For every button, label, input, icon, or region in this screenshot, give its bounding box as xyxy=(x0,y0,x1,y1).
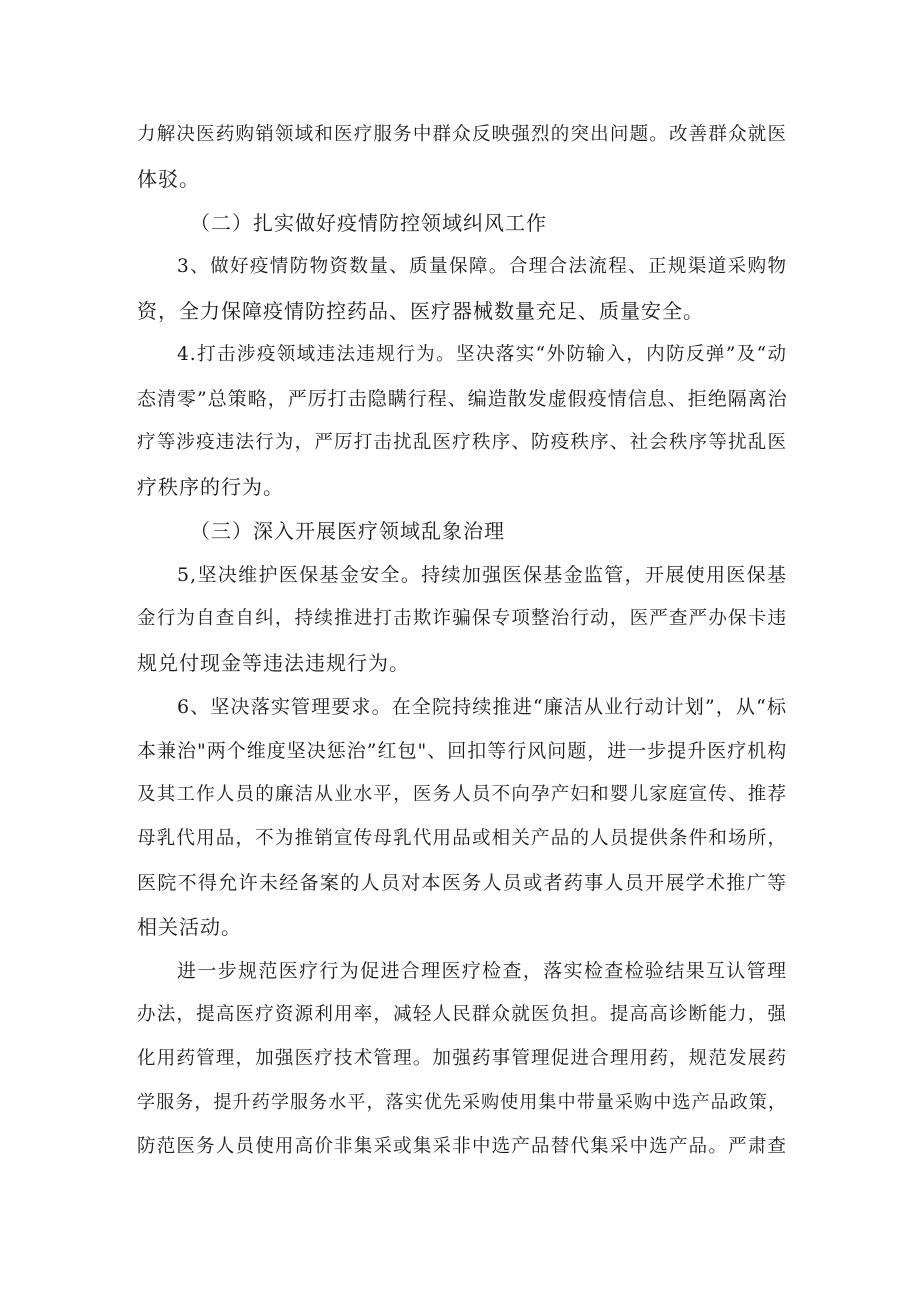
text-line: 化用药管理，加强医疗技术管理。加强药事管理促进合理用药，规范发展药 xyxy=(137,1048,787,1069)
text-line: 5,坚决维护医保基金安全。持续加强医保基金监管，开展使用医保基 xyxy=(177,564,787,586)
text-line: 6、坚决落实管理要求。在全院持续推进“廉洁从业行动计划”，从“标 xyxy=(177,696,787,718)
text-line: 防范医务人员使用高价非集采或集采非中选产品替代集采中选产品。严肃查 xyxy=(137,1136,787,1157)
text-line: 态清零”总策略，严厉打击隐瞒行程、编造散发虚假疫情信息、拒绝隔离治 xyxy=(137,388,788,410)
text-line: 规兑付现金等违法违规行为。 xyxy=(137,651,410,675)
text-line: 金行为自查自纠，持续推进打击欺诈骗保专项整治行动，医严查严办保卡违 xyxy=(137,608,787,629)
section-heading: （二）扎实做好疫情防控领域纠风工作 xyxy=(190,211,547,235)
text-line: 办法，提高医疗资源利用率，减轻人民群众就医负担。提高高诊断能力，强 xyxy=(137,1004,787,1025)
text-line: 本兼治"两个维度坚决惩治”红包"、回扣等行风问题，进一步提升医疗机构 xyxy=(137,740,788,762)
text-line: 3、做好疫情防物资数量、质量保障。合理合法流程、正规渠道采购物 xyxy=(177,256,787,277)
text-line: 疗秩序的行为。 xyxy=(137,475,284,499)
text-line: 学服务，提升药学服务水平，落实优先采购使用集中带量采购中选产品政策， xyxy=(137,1092,787,1113)
text-line: 医院不得允许未经备案的人员对本医务人员或者药事人员开展学术推广等 xyxy=(137,872,787,894)
text-line: 疗等涉疫违法行为，严厉打击扰乱医疗秩序、防疫秩序、社会秩序等扰乱医 xyxy=(137,432,787,453)
text-line: 4.打击涉疫领域违法违规行为。坚决落实“外防输入，内防反弹”及“动 xyxy=(177,344,787,365)
text-line: 及其工作人员的廉洁从业水平，医务人员不向孕产妇和婴儿家庭宣传、推荐 xyxy=(137,784,787,805)
text-line: 相关活动。 xyxy=(137,915,242,939)
text-line: 进一步规范医疗行为促进合理医疗检查，落实检查检验结果互认管理 xyxy=(177,960,787,982)
section-heading: （三）深入开展医疗领域乱象治理 xyxy=(190,519,505,543)
text-line: 母乳代用品，不为推销宣传母乳代用品或相关产品的人员提供条件和场所， xyxy=(137,828,787,849)
text-line: 体驳。 xyxy=(137,167,200,191)
text-line: 力解决医药购销领域和医疗服务中群众反映强烈的突出问题。改善群众就医 xyxy=(137,124,787,145)
text-line: 资，全力保障疫情防控药品、医疗器械数量充足、质量安全。 xyxy=(137,299,704,323)
